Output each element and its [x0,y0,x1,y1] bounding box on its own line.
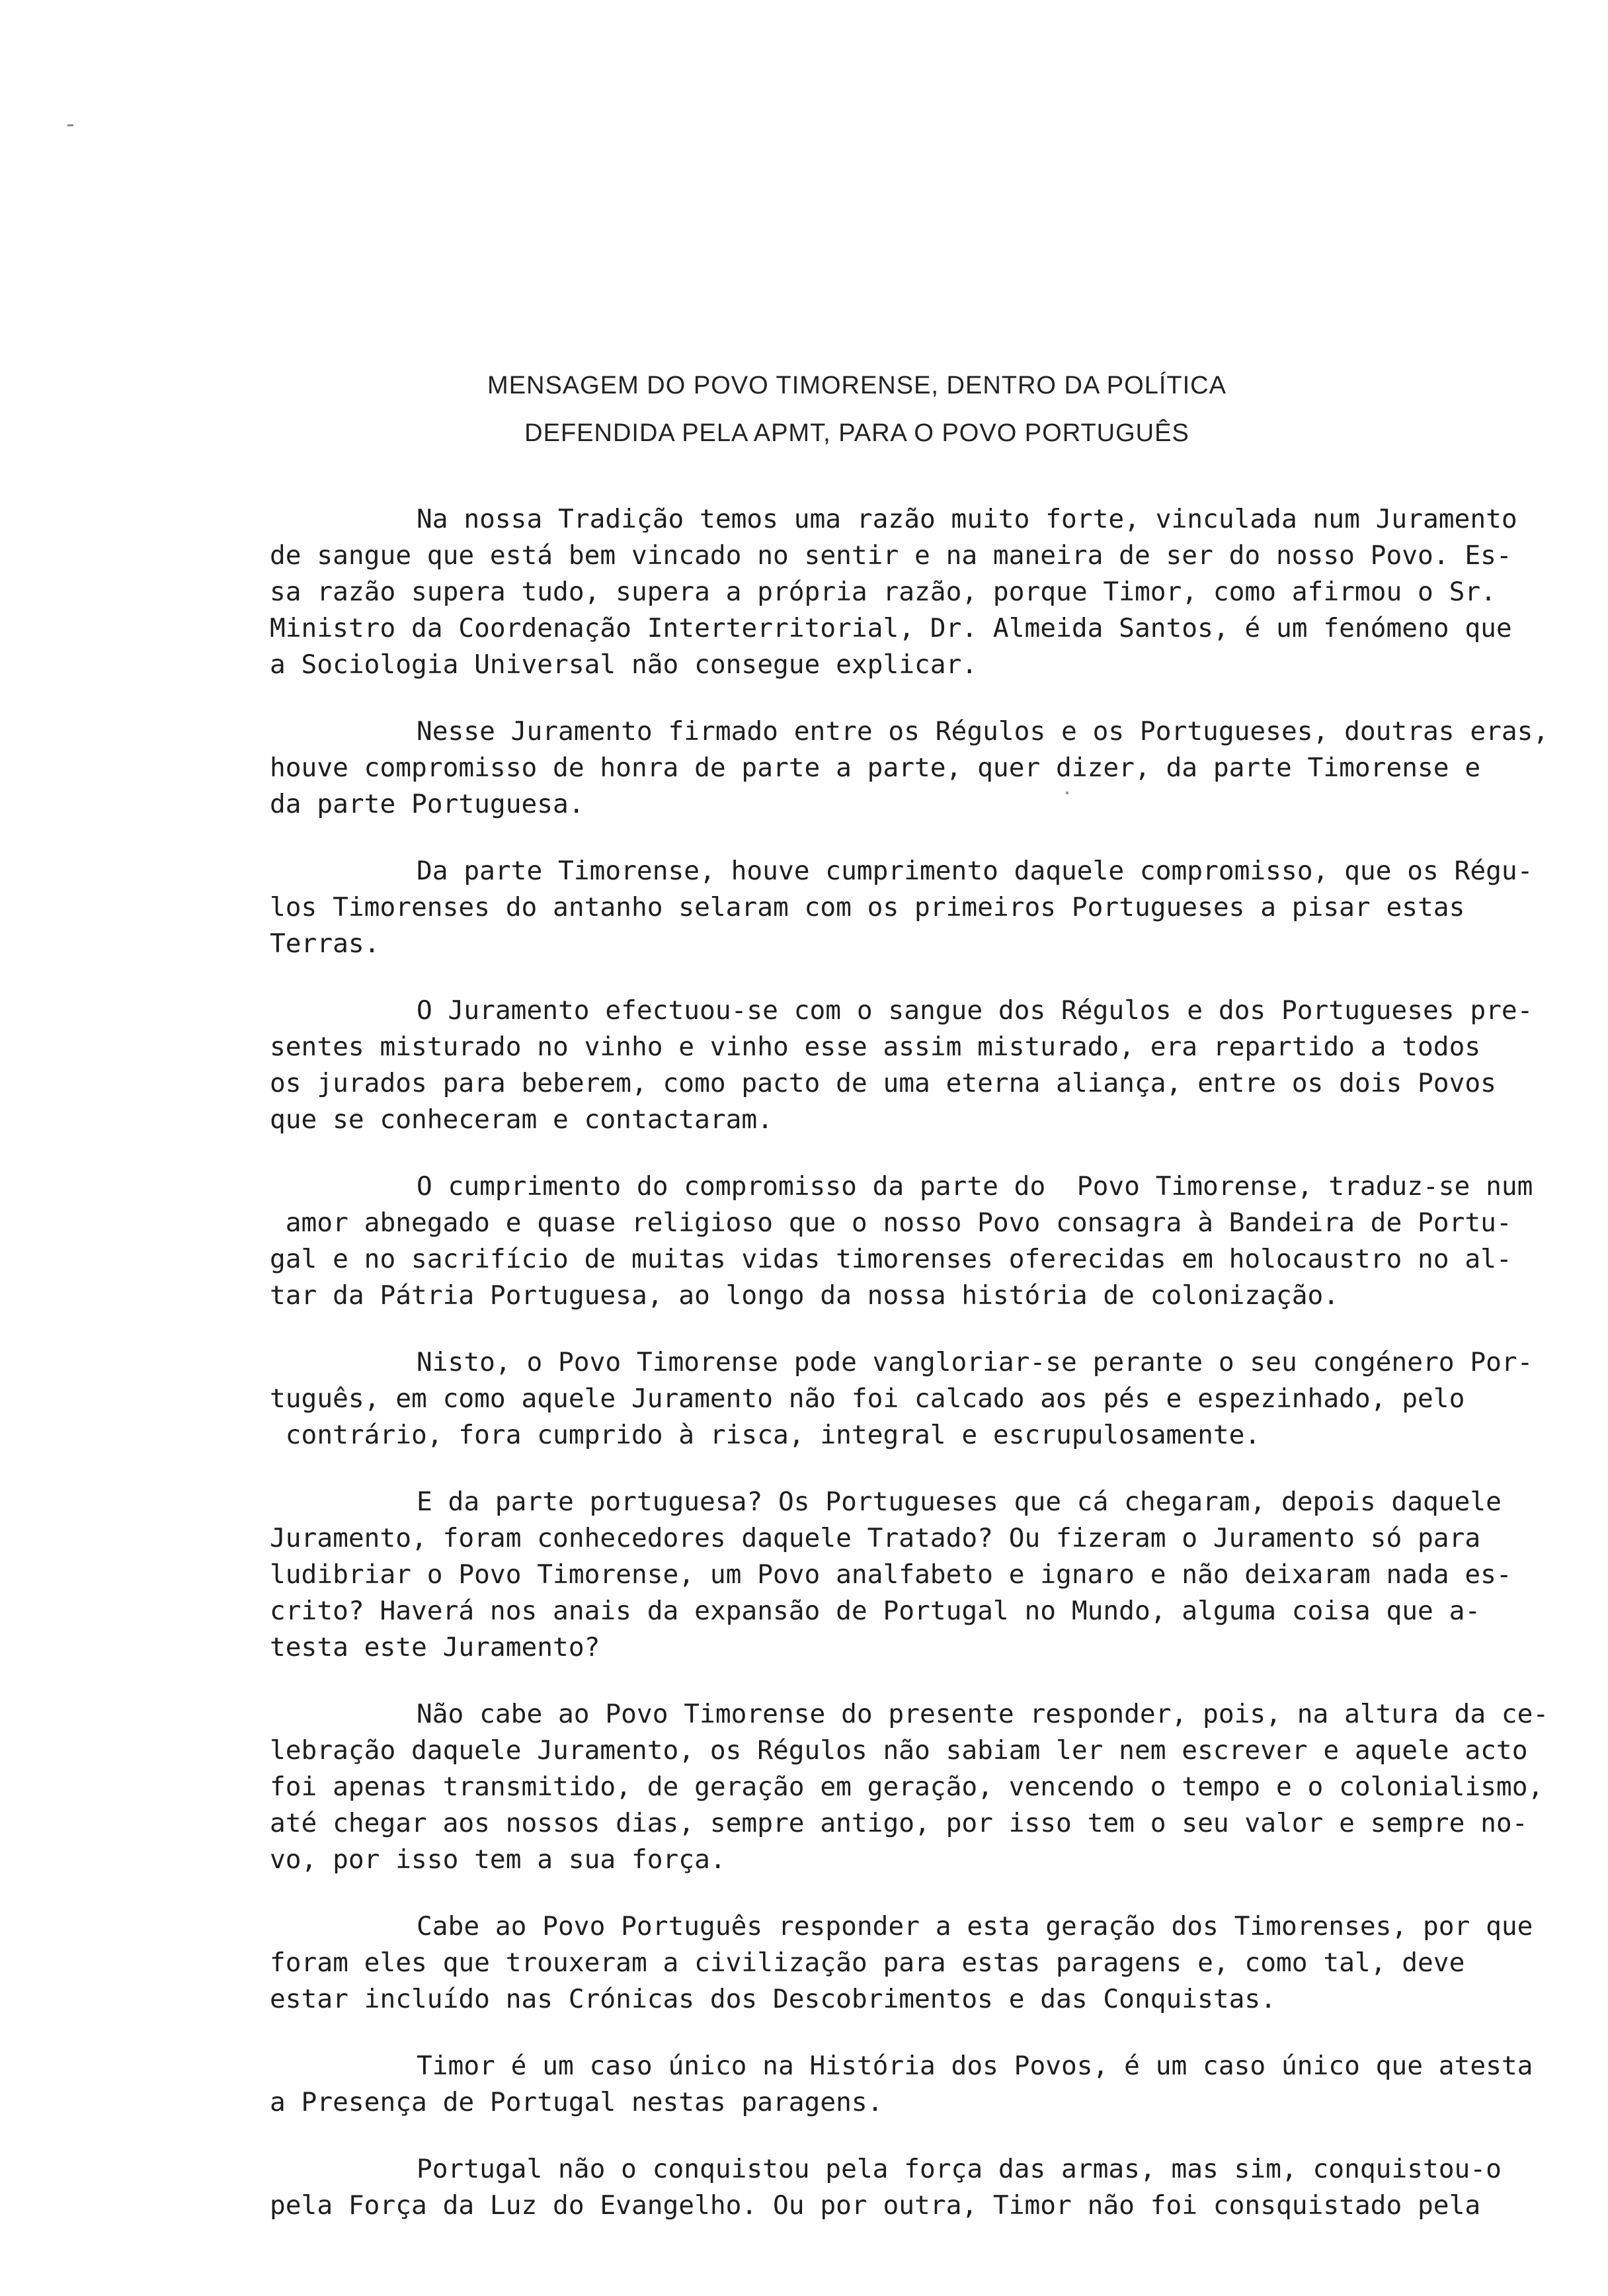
text-line: foram eles que trouxeram a civilização para estas paragens e, como tal, deve [270,1948,1465,1978]
paragraph [124,1484,1512,1666]
text-line: O Juramento efectuou-se com o sangue dos Régulos e dos Portugueses pre- [417,995,1533,1026]
text-line: testa este Juramento? [270,1632,600,1662]
text-line: crito? Haverá nos anais da expansão de Portugal no Mundo, alguma coisa que a- [270,1596,1481,1626]
text-line: Timor é um caso único na História dos Povos, é um caso único que atesta [417,2051,1533,2081]
text-line: que se conheceram e contactaram. [270,1104,773,1135]
paragraph [124,1908,1533,2018]
text-line: contrário, fora cumprido à risca, integral e escrupulosamente. [270,1420,1261,1450]
text-line: Portugal não o conquistou pela força das armas, mas sim, conquistou-o [417,2154,1502,2184]
text-line: Da parte Timorense, houve cumprimento daquele compromisso, que os Régu- [417,856,1533,886]
text-line: ludibriar o Povo Timorense, um Povo analfabeto e ignaro e não deixaram nada es- [270,1559,1512,1590]
text-line: sentes misturado no vinho e vinho esse assim misturado, era repartido a todos [270,1032,1481,1062]
paragraph [124,853,1533,962]
text-line: tar da Pátria Portuguesa, ao longo da nossa história de colonização. [270,1280,1340,1311]
paragraph [124,501,1517,683]
document-title-line-2: DEFENDIDA PELA APMT, PARA O POVO PORTUGUÊS [524,419,1189,447]
text-line: foi apenas transmitido, de geração em geração, vencendo o tempo e o colonialismo, [270,1772,1544,1802]
text-line: gal e no sacrifício de muitas vidas timorenses oferecidas em holocaustro no al- [270,1244,1512,1274]
text-line: a Presença de Portugal nestas paragens. [270,2087,883,2117]
text-line: os jurados para beberem, como pacto de uma eterna aliança, entre os dois Povos [270,1068,1496,1098]
paragraph [124,993,1533,1138]
text-line: houve compromisso de honra de parte a parte, quer dizer, da parte Timorense e [270,753,1481,783]
text-line: Na nossa Tradição temos uma razão muito forte, vinculada num Juramento [417,504,1517,534]
text-line: sa razão supera tudo, supera a própria razão, porque Timor, como afirmou o Sr. [270,577,1496,607]
text-line: Terras. [270,928,380,959]
text-line: a Sociologia Universal não consegue explicar. [270,649,978,680]
paragraph [124,1344,1533,1454]
text-line: pela Força da Luz do Evangelho. Ou por outra, Timor não foi consquistado pela [270,2190,1481,2221]
text-line: O cumprimento do compromisso da parte do Povo Timorense, traduz-se num [417,1171,1533,1202]
text-line: estar incluído nas Crónicas dos Descobrimentos e das Conquistas. [270,1984,1276,2014]
paragraph [124,2151,1502,2224]
text-line: Não cabe ao Povo Timorense do presente responder, pois, na altura da ce- [417,1699,1549,1729]
text-line: até chegar aos nossos dias, sempre antigo, por isso tem o seu valor e sempre no- [270,1808,1528,1838]
paragraph [124,2048,1533,2121]
paragraph [124,714,1549,823]
text-line: Juramento, foram conhecedores daquele Tratado? Ou fizeram o Juramento só para [270,1523,1481,1553]
text-line: lebração daquele Juramento, os Régulos não sabiam ler nem escrever e aquele acto [270,1735,1528,1766]
text-line: Nisto, o Povo Timorense pode vangloriar-se perante o seu congénero Por- [417,1347,1533,1377]
paragraph [124,1696,1549,1878]
text-line: Ministro da Coordenação Interterritorial, Dr. Almeida Santos, é um fenómeno que [270,613,1512,643]
text-line: E da parte portuguesa? Os Portugueses que cá chegaram, depois daquele [417,1487,1502,1517]
text-line: Nesse Juramento firmado entre os Régulos e os Portugueses, doutras eras, [417,716,1549,747]
text-line: da parte Portuguesa. [270,789,584,819]
document-title-line-1: MENSAGEM DO POVO TIMORENSE, DENTRO DA POLÍTICA [487,372,1226,399]
text-line: Cabe ao Povo Português responder a esta geração dos Timorenses, por que [417,1911,1533,1942]
text-line: de sangue que está bem vincado no sentir e na maneira de ser do nosso Povo. Es- [270,540,1512,571]
text-line: los Timorenses do antanho selaram com os primeiros Portugueses a pisar estas [270,892,1465,922]
text-line: tuguês, em como aquele Juramento não foi calcado aos pés e espezinhado, pelo [270,1383,1465,1414]
paragraph [124,1168,1533,1314]
document-body [124,501,1549,2254]
scan-speck [67,124,73,126]
text-line: amor abnegado e quase religioso que o nosso Povo consagra à Bandeira de Portu- [270,1208,1512,1238]
text-line: vo, por isso tem a sua força. [270,1844,726,1875]
